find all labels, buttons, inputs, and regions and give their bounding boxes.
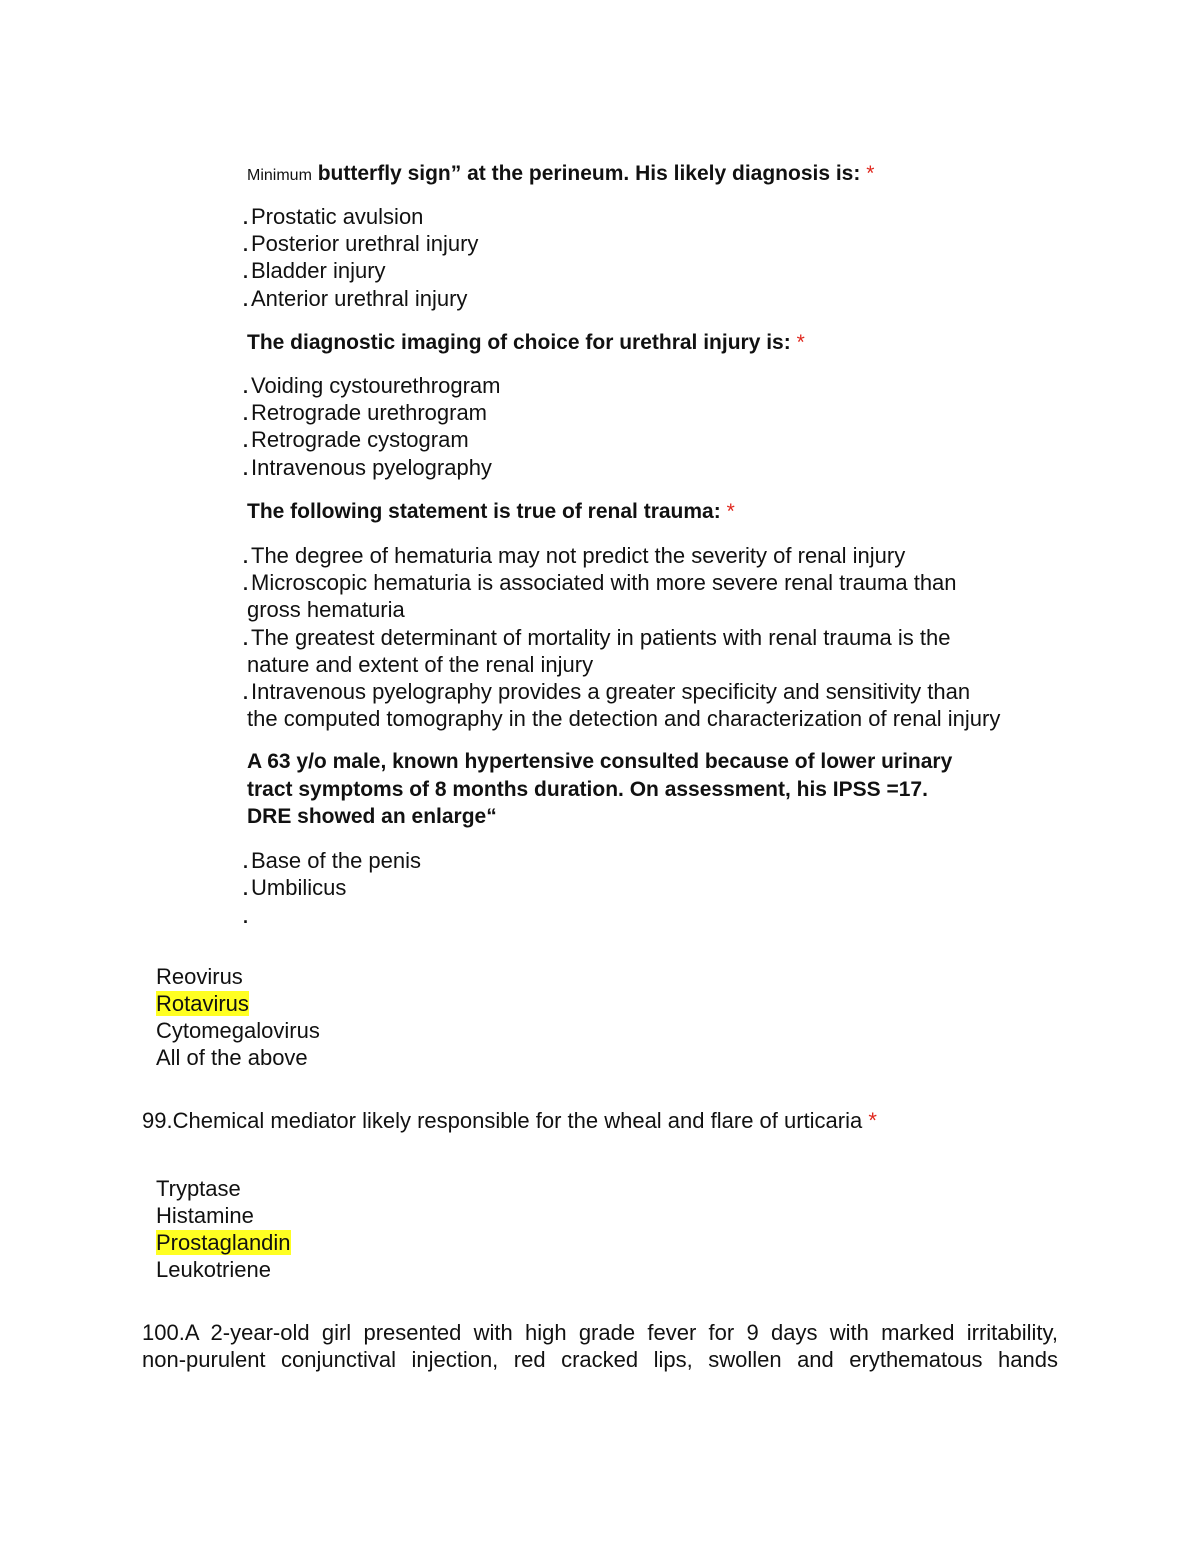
question-3 xyxy=(247,498,735,525)
option-label: The greatest determinant of mortality in patients with renal trauma is the xyxy=(251,625,951,650)
question-2 xyxy=(247,329,805,356)
answer-option-highlighted[interactable] xyxy=(156,990,249,1017)
option-label: Bladder injury xyxy=(251,258,386,283)
bullet-dot-icon: . xyxy=(243,907,249,927)
bullet-dot-icon: . xyxy=(243,235,249,255)
question-4-line: A 63 y/o male, known hypertensive consulted because of lower urinary xyxy=(247,750,953,773)
bullet-dot-icon: . xyxy=(243,459,249,479)
option-label: Intravenous pyelography provides a greater specificity and sensitivity than xyxy=(251,679,971,704)
question-99-text: 99.Chemical mediator likely responsible for the wheal and flare of urticaria xyxy=(142,1108,863,1133)
bullet-dot-icon: . xyxy=(243,683,249,703)
option-item[interactable] xyxy=(243,569,957,598)
answer-option[interactable]: Reovirus xyxy=(156,964,243,989)
question-100-line: non-purulent conjunctival injection, red cracked lips, swollen and erythematous hands xyxy=(142,1347,1058,1372)
required-marker: * xyxy=(726,500,735,523)
bullet-dot-icon: . xyxy=(243,547,249,567)
option-label: Voiding cystourethrogram xyxy=(251,373,501,398)
question-4-line: DRE showed an enlarge“ xyxy=(247,805,497,828)
answer-option[interactable]: All of the above xyxy=(156,1045,308,1070)
answer-option[interactable]: Cytomegalovirus xyxy=(156,1018,320,1043)
option-item[interactable] xyxy=(243,426,469,455)
option-label: Base of the penis xyxy=(251,848,422,873)
bullet-dot-icon: . xyxy=(243,431,249,451)
question-4-line: tract symptoms of 8 months duration. On assessment, his IPSS =17. xyxy=(247,778,928,801)
option-item[interactable] xyxy=(243,847,421,876)
question-2-text: The diagnostic imaging of choice for urethral injury is: xyxy=(247,331,791,354)
option-label: Retrograde cystogram xyxy=(251,427,469,452)
option-label: Retrograde urethrogram xyxy=(251,400,488,425)
bullet-dot-icon: . xyxy=(243,290,249,310)
question-1-text: butterfly sign” at the perineum. His likely diagnosis is: xyxy=(317,162,861,185)
option-continuation: the computed tomography in the detection and characterization of renal injury xyxy=(247,706,1001,731)
question-3-text: The following statement is true of renal trauma: xyxy=(247,500,721,523)
option-label: Umbilicus xyxy=(251,875,347,900)
option-label: Anterior urethral injury xyxy=(251,286,468,311)
bullet-dot-icon: . xyxy=(243,629,249,649)
answer-option[interactable]: Tryptase xyxy=(156,1176,241,1201)
bullet-dot-icon: . xyxy=(243,377,249,397)
required-marker: * xyxy=(796,331,805,354)
bullet-dot-icon: . xyxy=(243,208,249,228)
bullet-dot-icon: . xyxy=(243,404,249,424)
option-label: Prostatic avulsion xyxy=(251,204,424,229)
option-item[interactable] xyxy=(243,372,500,401)
highlighted-answer: Prostaglandin xyxy=(156,1230,291,1255)
answer-option[interactable]: Leukotriene xyxy=(156,1257,271,1282)
option-continuation: nature and extent of the renal injury xyxy=(247,652,594,677)
question-1 xyxy=(247,160,874,189)
bullet-dot-icon: . xyxy=(243,879,249,899)
answer-option-highlighted[interactable] xyxy=(156,1229,291,1256)
option-label: Posterior urethral injury xyxy=(251,231,479,256)
option-item[interactable] xyxy=(243,542,905,571)
option-item[interactable] xyxy=(243,285,467,314)
required-marker: * xyxy=(866,162,875,185)
answer-option[interactable]: Histamine xyxy=(156,1203,254,1228)
option-item[interactable] xyxy=(243,624,950,653)
option-item[interactable] xyxy=(243,454,492,483)
empty-option-item[interactable] xyxy=(243,902,251,931)
option-item[interactable] xyxy=(243,203,423,232)
option-item[interactable] xyxy=(243,678,970,707)
option-label: The degree of hematuria may not predict the severity of renal injury xyxy=(251,543,906,568)
highlighted-answer: Rotavirus xyxy=(156,991,249,1016)
bullet-dot-icon: . xyxy=(243,262,249,282)
option-continuation: gross hematuria xyxy=(247,597,405,622)
option-item[interactable] xyxy=(243,230,478,259)
bullet-dot-icon: . xyxy=(243,852,249,872)
question-1-prefix: Minimum xyxy=(247,167,312,184)
option-label: Microscopic hematuria is associated with more severe renal trauma than xyxy=(251,570,957,595)
option-label: Intravenous pyelography xyxy=(251,455,492,480)
option-item[interactable] xyxy=(243,399,487,428)
option-item[interactable] xyxy=(243,257,386,286)
option-item[interactable] xyxy=(243,874,346,903)
question-100-line: 100.A 2-year-old girl presented with high grade fever for 9 days with marked irritability, xyxy=(142,1320,1058,1345)
question-99 xyxy=(142,1107,877,1134)
bullet-dot-icon: . xyxy=(243,574,249,594)
required-marker: * xyxy=(868,1108,877,1133)
